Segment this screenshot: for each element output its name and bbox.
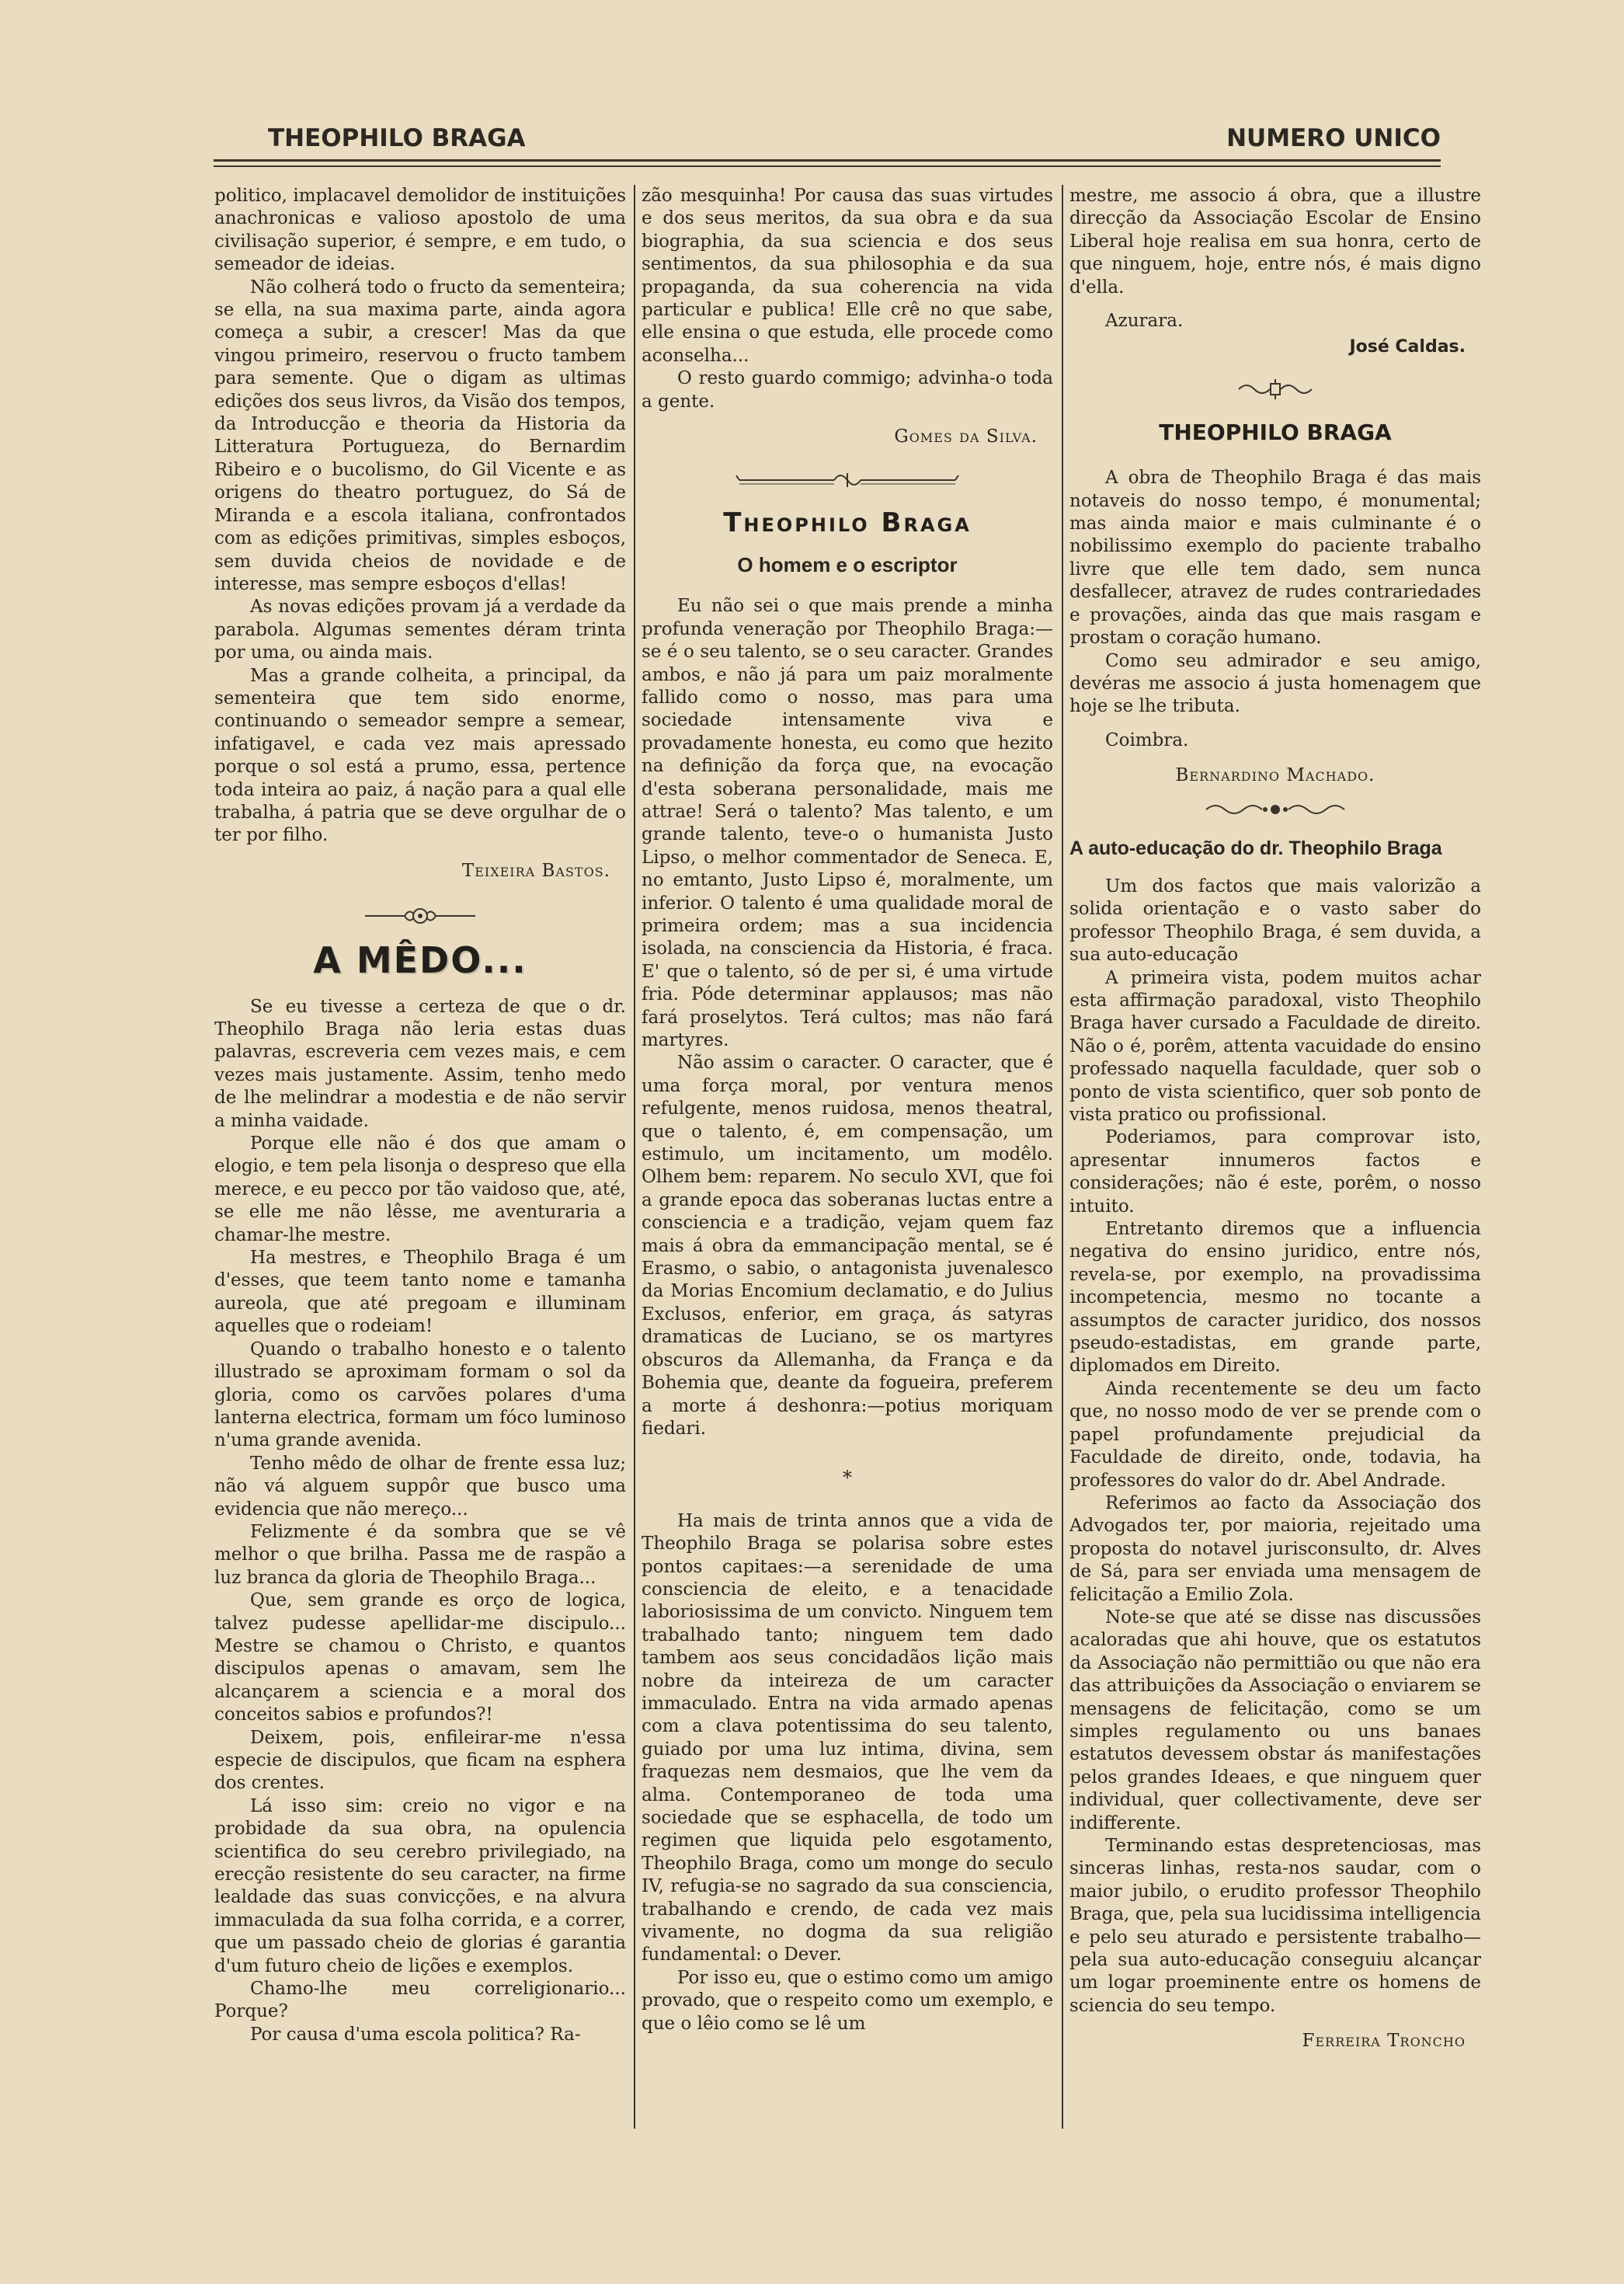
header-rule-bottom xyxy=(214,165,1441,167)
paragraph: Mas a grande colheita, a principal, da sementeira que tem sido enorme, continuando o semeador sempre a semear, infatigavel, e cada vez mais apressado porque o sol está a prumo, essa, pertence toda inteira ao paiz, á nação para a qual elle trabalha, á patria que se deve orgulhar de o ter por filho. xyxy=(214,665,626,846)
paragraph: Referimos ao facto da Associação dos Advogados ter, por maioria, rejeitado uma proposta do notavel jurisconsulto, dr. Alves de Sá, para ser enviada uma mensagem de felicitação a Emilio Zola. xyxy=(1069,1492,1481,1605)
paragraph: Terminando estas despretenciosas, mas sinceras linhas, resta-nos saudar, com o maior jubilo, o erudito professor Theophilo Braga, que, pela sua lucidissima intelligencia e pelo seu aturado e persistente trabalho—pela sua auto-educação conseguiu alcançar um logar proeminente entre os homens de sciencia do seu tempo. xyxy=(1069,1836,1481,2016)
header-title: THEOPHILO BRAGA xyxy=(268,124,526,152)
signature: Bernardino Machado. xyxy=(1175,765,1375,786)
signature: Teixeira Bastos. xyxy=(461,860,610,881)
paragraph: zão mesquinha! Por causa das suas virtudes e dos seus meritos, da sua obra e da sua biographia, da sua sciencia e dos seus sentimentos, da sua philosophia e da sua propaganda, da sua coherencia na vida particular e publica! Elle crê no que sabe, elle ensina o que estuda, elle procede como aconselha... xyxy=(642,186,1053,366)
paragraph: Por causa d'uma escola politica? Ra- xyxy=(250,2024,581,2045)
signature: Ferreira Troncho xyxy=(1302,2031,1466,2052)
paragraph: Como seu admirador e seu amigo, devéras me associo á justa homenagem que hoje se lhe tributa. xyxy=(1069,650,1481,717)
paragraph: Lá isso sim: creio no vigor e na probidade da sua obra, na opulencia scientifica do seu cerebro privilegiado, na erecção resistente do seu caracter, na firme lealdade das suas convicções, e na alvura immaculada da sua folha corrida, e a correr, que um passado cheio de glorias é garantia d'um futuro cheio de lições e exemplos. xyxy=(214,1795,626,1976)
column-divider xyxy=(1062,185,1063,2129)
ornament xyxy=(1069,378,1481,401)
dateline: Azurara. xyxy=(1105,311,1184,332)
ornament xyxy=(1069,799,1481,820)
column-1 xyxy=(214,185,626,2129)
paragraph: Um dos factos que mais valorizão a solida orientação e o vasto saber do professor Theophilo Braga, é sem duvida, a sua auto-educação xyxy=(1069,876,1481,966)
paragraph: Note-se que até se disse nas discussões acaloradas que ahi houve, que os estatutos da Associação não permittião ou que não era das attribuições da Associação o enviarem se mensagens de felicitação, como se um simples regulamento ou uns banaes estatutos devessem obstar ás manifestações pelos grandes Ideaes, e que ninguem quer individual, quer collectivamente, deve ser indifferente. xyxy=(1069,1607,1481,1833)
paragraph: Entretanto diremos que a influencia negativa do ensino juridico, entre nós, revela-se, por exemplo, na provadissima incompetencia, mesmo no tocante a assumptos de caracter juridico, dos nossos pseudo-estadistas, em grande parte, diplomados em Direito. xyxy=(1069,1219,1481,1377)
header-rule-top xyxy=(214,159,1441,162)
ornament xyxy=(642,468,1053,492)
paragraph: Ha mestres, e Theophilo Braga é um d'esses, que teem tanto nome e tamanha aureola, que até pregoam e illuminam aquelles que o rodeiam! xyxy=(214,1248,626,1337)
paragraph: Por isso eu, que o estimo como um amigo provado, que o respeito como um exemplo, e que o lêio como se lê um xyxy=(642,1967,1053,2034)
paragraph: A obra de Theophilo Braga é das mais notaveis do nosso tempo, é monumental; mas ainda maior e mais culminante é o nobilissimo exemplo do paciente trabalho livre que elle tem dado, sem nunca desfallecer, atravez de rudes contrariedades e provações, ainda das que mais rasgam e prostam o coração humano. xyxy=(1069,468,1481,649)
paragraph: Ha mais de trinta annos que a vida de Theophilo Braga se polarisa sobre estes pontos capitaes:—a serenidade de uma consciencia de eleito, e a tenacidade laboriosissima de um convicto. Ninguem tem trabalhado tanto; ninguem tem dado tambem aos seus concidadãos lição mais nobre da inteireza de um caracter immaculado. Entra na vida armado apenas com a clava potentissima do seu talento, guiado por uma luz intima, divina, sem fraquezas nem desmaios, que lhe vem da alma. Contemporaneo de toda uma sociedade que se esphacella, de todo um regimen que liquida pelo esgotamento, Theophilo Braga, como um monge do seculo IV, refugia-se no sagrado da sua consciencia, trabalhando e crendo, de cada vez mais vivamente, no dogma da sua religião fundamental: o Dever. xyxy=(642,1510,1053,1965)
paragraph: As novas edições provam já a verdade da parabola. Algumas sementes déram trinta por uma, ou ainda mais. xyxy=(214,597,626,663)
paragraph: Porque elle não é dos que amam o elogio, e tem pela lisonja o despreso que ella merece, e eu pecco por tão vaidoso que, até, se elle me não lêsse, me aventuraria a chamar-lhe mestre. xyxy=(214,1133,626,1245)
paragraph: mestre, me associo á obra, que a illustre direcção da Associação Escolar de Ensino Liberal hoje realisa em sua honra, certo de que ninguem, hoje, entre nós, é mais digno d'ella. xyxy=(1069,186,1481,298)
paragraph: O resto guardo commigo; advinha-o toda a gente. xyxy=(642,368,1053,412)
header-issue: NUMERO UNICO xyxy=(1226,124,1441,152)
ornament xyxy=(214,903,626,929)
article-title: Theophilo Braga xyxy=(723,507,972,539)
article-title: A MÊDO... xyxy=(313,939,527,982)
paragraph: Não colherá todo o fructo da sementeira; se ella, na sua maxima parte, ainda agora começa a subir, a crescer! Mas da que vingou primeiro, reservou o fructo tambem para semente. Que o digam as ultimas edições dos seus livros, da Visão dos tempos, da Introducção e theoria da Historia da Litteratura Portugueza, do Bernardim Ribeiro e o bucolismo, do Gil Vicente e as origens do theatro portuguez, do Sá de Miranda e a escola italiana, confrontados com as edições primitivas, simples esboços, sem duvida cheios de novidade e de interesse, mas sempre esboços d'ellas! xyxy=(214,277,626,594)
paragraph: Poderiamos, para comprovar isto, apresentar innumeros factos e considerações; não é este, porêm, o nosso intuito. xyxy=(1069,1127,1481,1217)
paragraph: politico, implacavel demolidor de instituições anachronicas e valioso apostolo de uma civilisação superior, é sempre, e em tudo, o semeador de ideias. xyxy=(214,186,626,275)
signature: José Caldas. xyxy=(1349,337,1466,357)
paragraph: Se eu tivesse a certeza de que o dr. Theophilo Braga não leria estas duas palavras, escreveria cem vezes mais, e cem vezes mais justamente. Assim, tenho medo de lhe melindrar a modestia e de não servir a minha vaidade. xyxy=(214,996,626,1131)
column-3 xyxy=(1069,185,1481,2129)
paragraph: Eu não sei o que mais prende a minha profunda veneração por Theophilo Braga:—se é o seu talento, se o seu caracter. Grandes ambos, e não já para um paiz moralmente fallido como o nosso, mas para uma sociedade intensamente viva e provadamente honesta, eu como que hezito na definição da força que, na evocação d'esta soberana personalidade, mais me attrae! Será o talento? Mas talento, e um grande talento, teve-o o humanista Justo Lipso, o melhor commentador de Seneca. E, no emtanto, Justo Lipso é, moralmente, um inferior. O talento é uma qualidade moral de primeira ordem; mas a sua incidencia isolada, na consciencia da Historia, é fraca. E' que o talento, só de per si, é uma virtude fria. Póde determinar applausos; mas não fará proselytos. Terá cultos; mas não fará martyres. xyxy=(642,596,1053,1050)
dateline: Coimbra. xyxy=(1105,729,1189,750)
paragraph: Deixem, pois, enfileirar-me n'essa especie de discipulos, que ficam na esphera dos crentes. xyxy=(214,1727,626,1794)
paragraph: Ainda recentemente se deu um facto que, no nosso modo de ver se prende com o papel profundamente prejudicial da Faculdade de direito, onde, todavia, ha professores do valor do dr. Abel Andrade. xyxy=(1069,1378,1481,1491)
column-2 xyxy=(642,185,1053,2129)
paragraph: Quando o trabalho honesto e o talento illustrado se aproximam formam o sol da gloria, como os carvões polares d'uma lanterna electrica, formam um fóco luminoso n'uma grande avenida. xyxy=(214,1339,626,1451)
signature: Gomes da Silva. xyxy=(894,427,1038,447)
page-header xyxy=(214,124,1441,163)
paragraph: Chamo-lhe meu correligionario... Porque? xyxy=(214,1979,626,2022)
column-divider xyxy=(634,185,635,2129)
paragraph: Não assim o caracter. O caracter, que é uma força moral, por ventura menos refulgente, menos ruidosa, menos theatral, que o talento, é, em compensação, um estimulo, um incitamento, um modêlo. Olhem bem: reparem. No seculo XVI, que foi a grande epoca das soberanas luctas entre a consciencia e a tradição, vejam quem faz mais á obra da emmancipação mental, se é Erasmo, o sabio, o antagonista juvenalesco da Morias Encomium declamatio, e do Julius Exclusos, enferior, em graça, ás satyras dramaticas de Luciano, se os martyres obscuros da Allemanha, da França e da Bohemia que, deante da fogueira, preferem a morte á deshonra:—potius moriquam fiedari. xyxy=(642,1053,1053,1439)
paragraph: Tenho mêdo de olhar de frente essa luz; não vá alguem suppôr que busco uma evidencia que não mereço... xyxy=(214,1453,626,1520)
article-title: THEOPHILO BRAGA xyxy=(1159,419,1392,445)
article-subtitle: O homem e o escriptor xyxy=(737,552,958,576)
article-title: A auto-educação do dr. Theophilo Braga xyxy=(1069,837,1442,859)
paragraph: Felizmente é da sombra que se vê melhor o que brilha. Passa me de raspão a luz branca da gloria de Theophilo Braga... xyxy=(214,1521,626,1588)
paragraph: Que, sem grande es orço de logica, talvez pudesse apellidar-me discipulo... Mestre se chamou o Christo, e quantos discipulos apenas o amavam, sem lhe alcançarem a sciencia e a moral dos conceitos sabios e profundos?! xyxy=(214,1590,626,1725)
section-break: * xyxy=(843,1467,852,1489)
paragraph: A primeira vista, podem muitos achar esta affirmação paradoxal, visto Theophilo Braga haver cursado a Faculdade de direito. Não o é, porêm, attenta vacuidade do ensino professado naquella faculdade, quer sob o ponto de vista scientifico, quer sob ponto de vista pratico ou profissional. xyxy=(1069,967,1481,1125)
